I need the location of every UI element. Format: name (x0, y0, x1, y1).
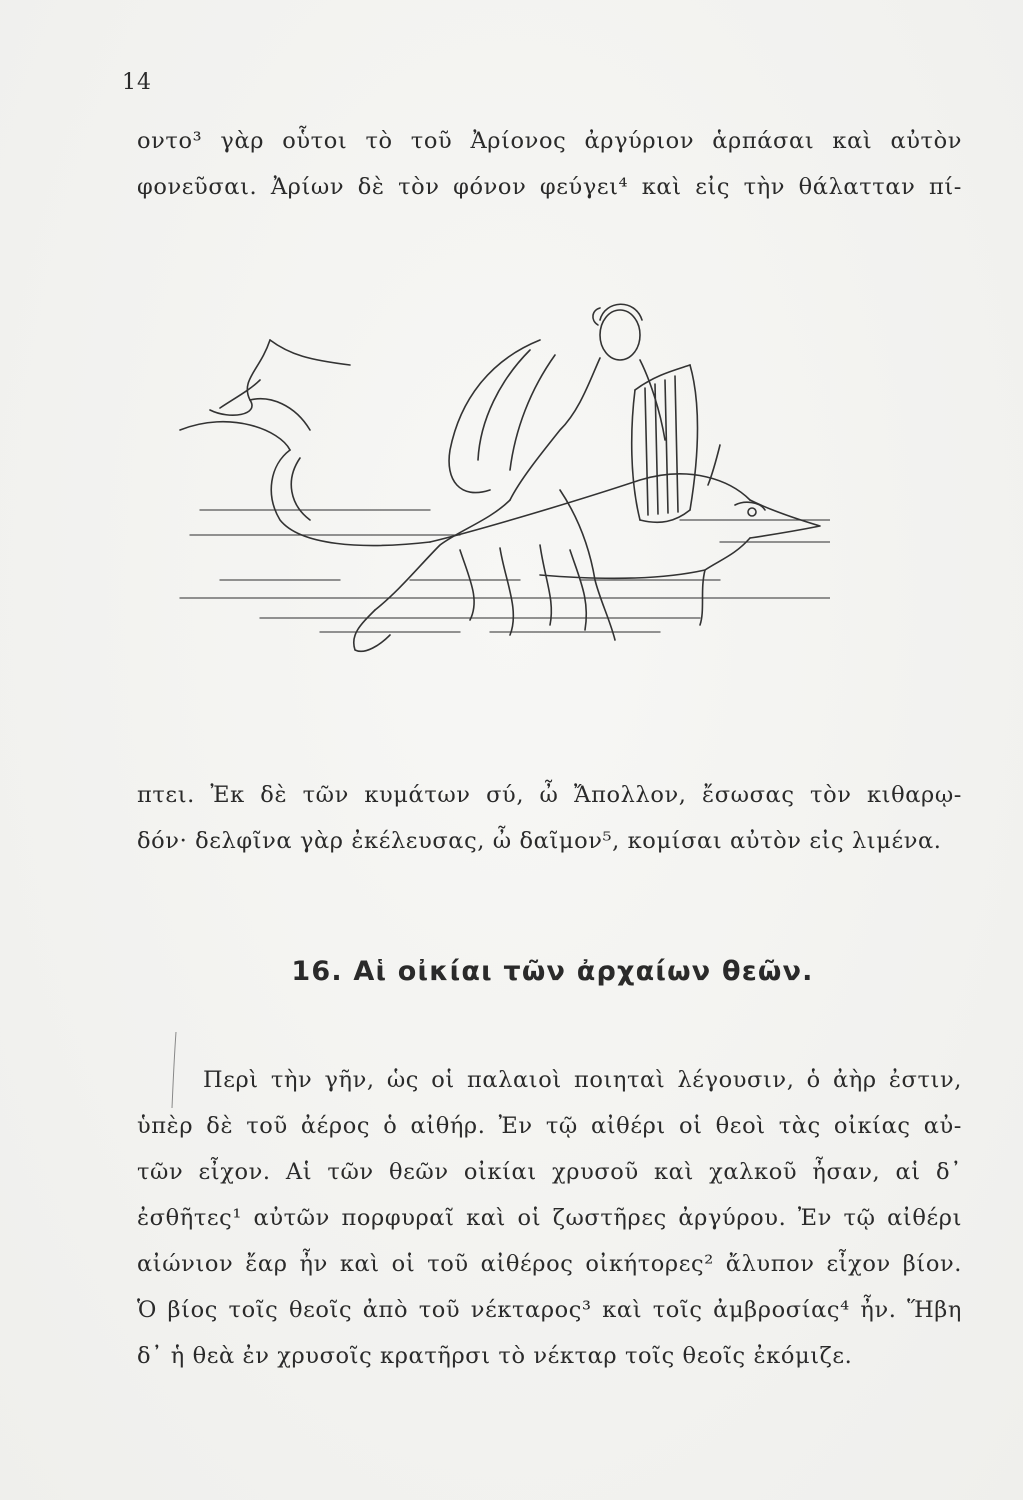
text-line: ἐσθῆτες¹ αὐτῶν πορφυραῖ καὶ οἱ ζωστῆρες ἀργύρου. Ἐν τῷ αἰθέρι (137, 1205, 962, 1231)
section-heading: 16. Αἱ οἰκίαι τῶν ἀρχαίων θεῶν. (291, 956, 814, 987)
paragraph-top (137, 118, 962, 210)
text-line: Ὁ βίος τοῖς θεοῖς ἀπὸ τοῦ νέκταρος³ καὶ τοῖς ἀμβροσίας⁴ ἦν. Ἥβη (137, 1297, 962, 1323)
dolphin-fins (460, 545, 586, 635)
paragraph-middle (137, 772, 962, 864)
text-line: αἰώνιον ἔαρ ἦν καὶ οἱ τοῦ αἰθέρος οἰκήτορες² ἄλυπον εἶχον βίον. (137, 1251, 962, 1277)
illustration-drawing (160, 280, 830, 700)
arion-dolphin-illustration (160, 280, 830, 700)
text-line: πτει. Ἐκ δὲ τῶν κυμάτων σύ, ὦ Ἄπολλον, ἔσωσας τὸν κιθαρῳ- (137, 782, 962, 808)
text-line: οντο³ γὰρ οὗτοι τὸ τοῦ Ἀρίονος ἀργύριον ἁρπάσαι καὶ αὐτὸν (137, 128, 962, 154)
page-number: 14 (122, 70, 152, 95)
dolphin-tail (180, 340, 430, 546)
text-line: ὑπὲρ δὲ τοῦ ἀέρος ὁ αἰθήρ. Ἐν τῷ αἰθέρι οἱ θεοὶ τὰς οἰκίας αὐ- (137, 1113, 962, 1139)
text-line: δ᾽ ἡ θεὰ ἐν χρυσοῖς κρατῆρσι τὸ νέκταρ τοῖς θεοῖς ἐκόμιζε. (137, 1343, 853, 1369)
arion-figure (354, 304, 665, 651)
text-line: τῶν εἶχον. Αἱ τῶν θεῶν οἰκίαι χρυσοῦ καὶ χαλκοῦ ἦσαν, αἱ δ᾽ (137, 1159, 962, 1185)
text-line: Περὶ τὴν γῆν, ὡς οἱ παλαιοὶ ποιηταὶ λέγουσιν, ὁ ἀὴρ ἐστιν, (203, 1067, 962, 1093)
paragraph-bottom (137, 1057, 962, 1379)
text-line: φονεῦσαι. Ἀρίων δὲ τὸν φόνον φεύγει⁴ καὶ εἰς τὴν θάλατταν πί- (137, 174, 962, 200)
lyre-icon (632, 365, 698, 522)
text-line: δόν· δελφῖνα γὰρ ἐκέλευσας, ὦ δαῖμον⁵, κομίσαι αὐτὸν εἰς λιμένα. (137, 828, 942, 854)
